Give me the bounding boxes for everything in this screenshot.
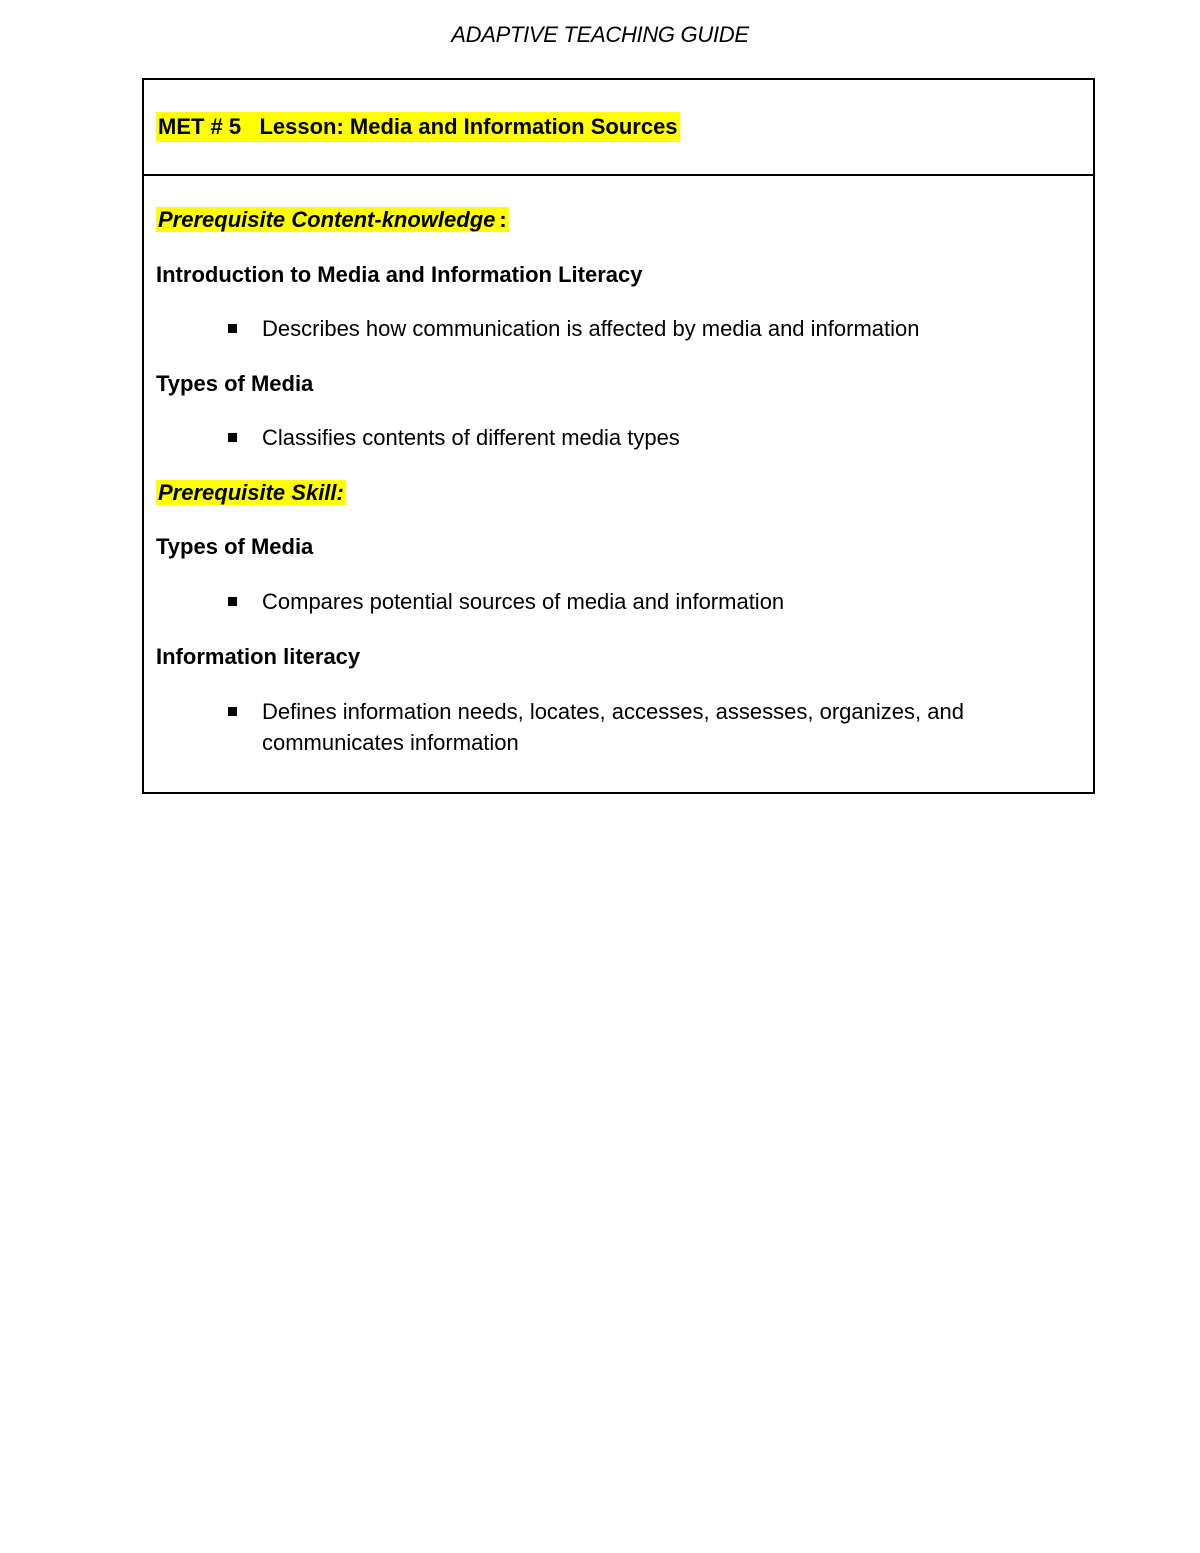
prerequisite-content-label: Prerequisite Content-knowledge	[158, 207, 496, 232]
document-header: ADAPTIVE TEACHING GUIDE	[451, 22, 749, 47]
section-heading-intro-mil: Introduction to Media and Information Literacy	[156, 262, 643, 287]
section-heading-types-of-media: Types of Media	[156, 371, 314, 396]
prerequisite-content-heading	[156, 206, 509, 234]
bullet-item-defines: Defines information needs, locates, accesses, assesses, organizes, and communicates information	[262, 699, 964, 755]
teaching-guide-table	[142, 78, 1095, 794]
lesson-title: MET # 5 Lesson: Media and Information Sources	[156, 112, 680, 142]
prerequisites-content-row	[144, 176, 1093, 792]
bullet-item-compares: Compares potential sources of media and information	[262, 589, 785, 614]
lesson-title-row	[144, 80, 1093, 176]
section-heading-types-of-media-2: Types of Media	[156, 534, 314, 559]
bullet-square-icon	[228, 597, 237, 606]
bullet-item-communication: Describes how communication is affected by media and information	[262, 316, 920, 341]
prerequisite-skill-heading	[156, 479, 346, 507]
bullet-square-icon	[228, 707, 237, 716]
prerequisite-content-colon: :	[499, 207, 507, 232]
section-heading-information-literacy: Information literacy	[156, 644, 361, 669]
bullet-square-icon	[228, 433, 237, 442]
prerequisite-skill-label: Prerequisite Skill:	[158, 480, 344, 505]
bullet-square-icon	[228, 324, 237, 333]
bullet-item-classifies: Classifies contents of different media types	[262, 425, 680, 450]
